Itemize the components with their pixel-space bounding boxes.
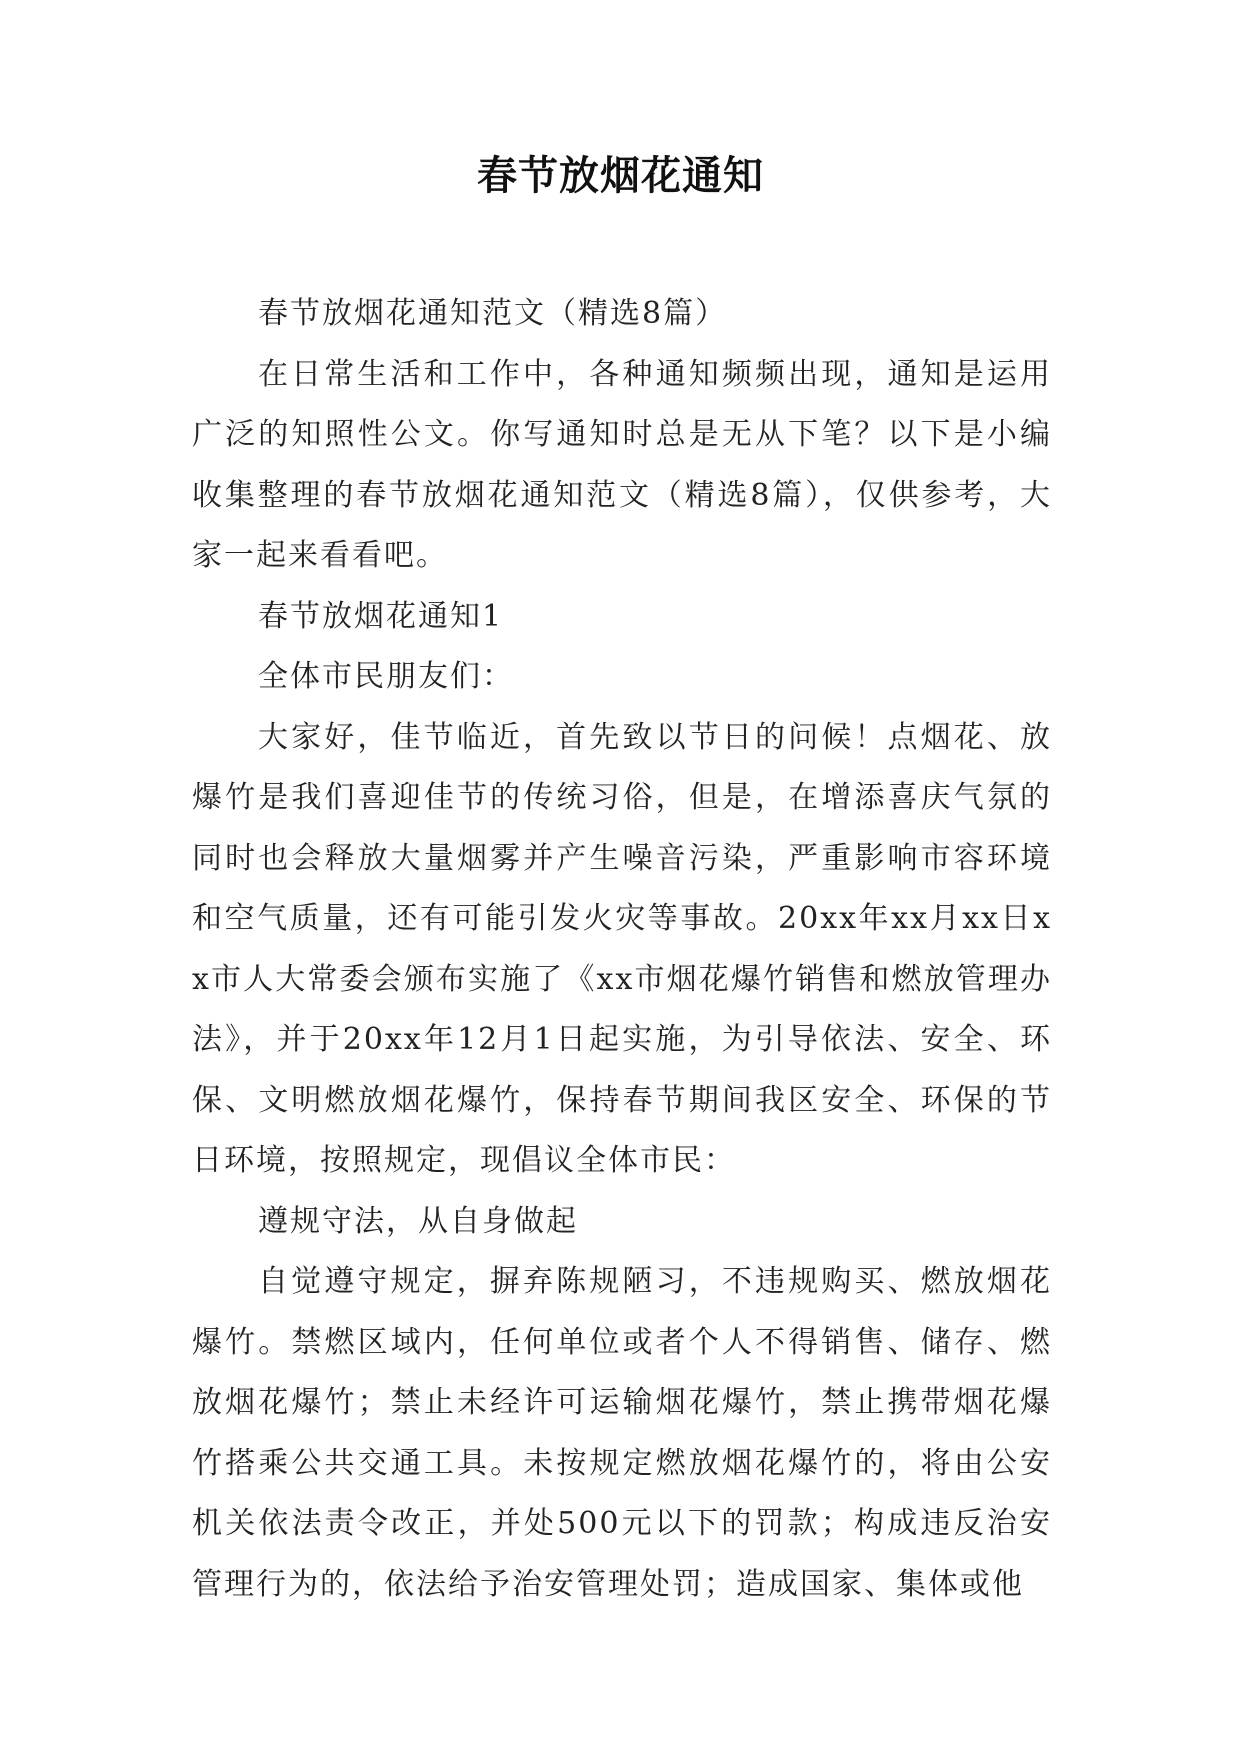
paragraph-body: 大家好，佳节临近，首先致以节日的问候！点烟花、放爆竹是我们喜迎佳节的传统习俗，但是，在增添喜庆气氛的同时也会释放大量烟雾并产生噪音污染，严重影响市容环境和空气质量，还有可能引发火灾等事故。20xx年xx月xx日xx市人大常委会颁布实施了《xx市烟花爆竹销售和燃放管理办法》，并于20xx年12月1日起实施，为引导依法、安全、环保、文明燃放烟花爆竹，保持春节期间我区安全、环保的节日环境，按照规定，现倡议全体市民： (192, 719, 1052, 1178)
paragraph-intro: 在日常生活和工作中，各种通知频频出现，通知是运用广泛的知照性公文。你写通知时总是无从下笔？以下是小编收集整理的春节放烟花通知范文（精选8篇），仅供参考，大家一起来看看吧。 (192, 356, 1052, 573)
paragraph-intro-heading: 春节放烟花通知范文（精选8篇） (258, 296, 728, 331)
paragraph-rules: 自觉遵守规定，摒弃陈规陋习，不违规购买、燃放烟花爆竹。禁燃区域内，任何单位或者个人不得销售、储存、燃放烟花爆竹；禁止未经许可运输烟花爆竹，禁止携带烟花爆竹搭乘公共交通工具。未按规定燃放烟花爆竹的，将由公安机关依法责令改正，并处500元以下的罚款；构成违反治安管理行为的，依法给予治安管理处罚；造成国家、集体或他 (192, 1264, 1052, 1602)
document-body (192, 284, 1052, 1615)
paragraph-salutation: 全体市民朋友们： (258, 659, 514, 694)
paragraph-section-heading: 春节放烟花通知1 (258, 598, 504, 634)
paragraph-subheading: 遵规守法，从自身做起 (258, 1203, 578, 1239)
document-title: 春节放烟花通知 (477, 152, 764, 199)
